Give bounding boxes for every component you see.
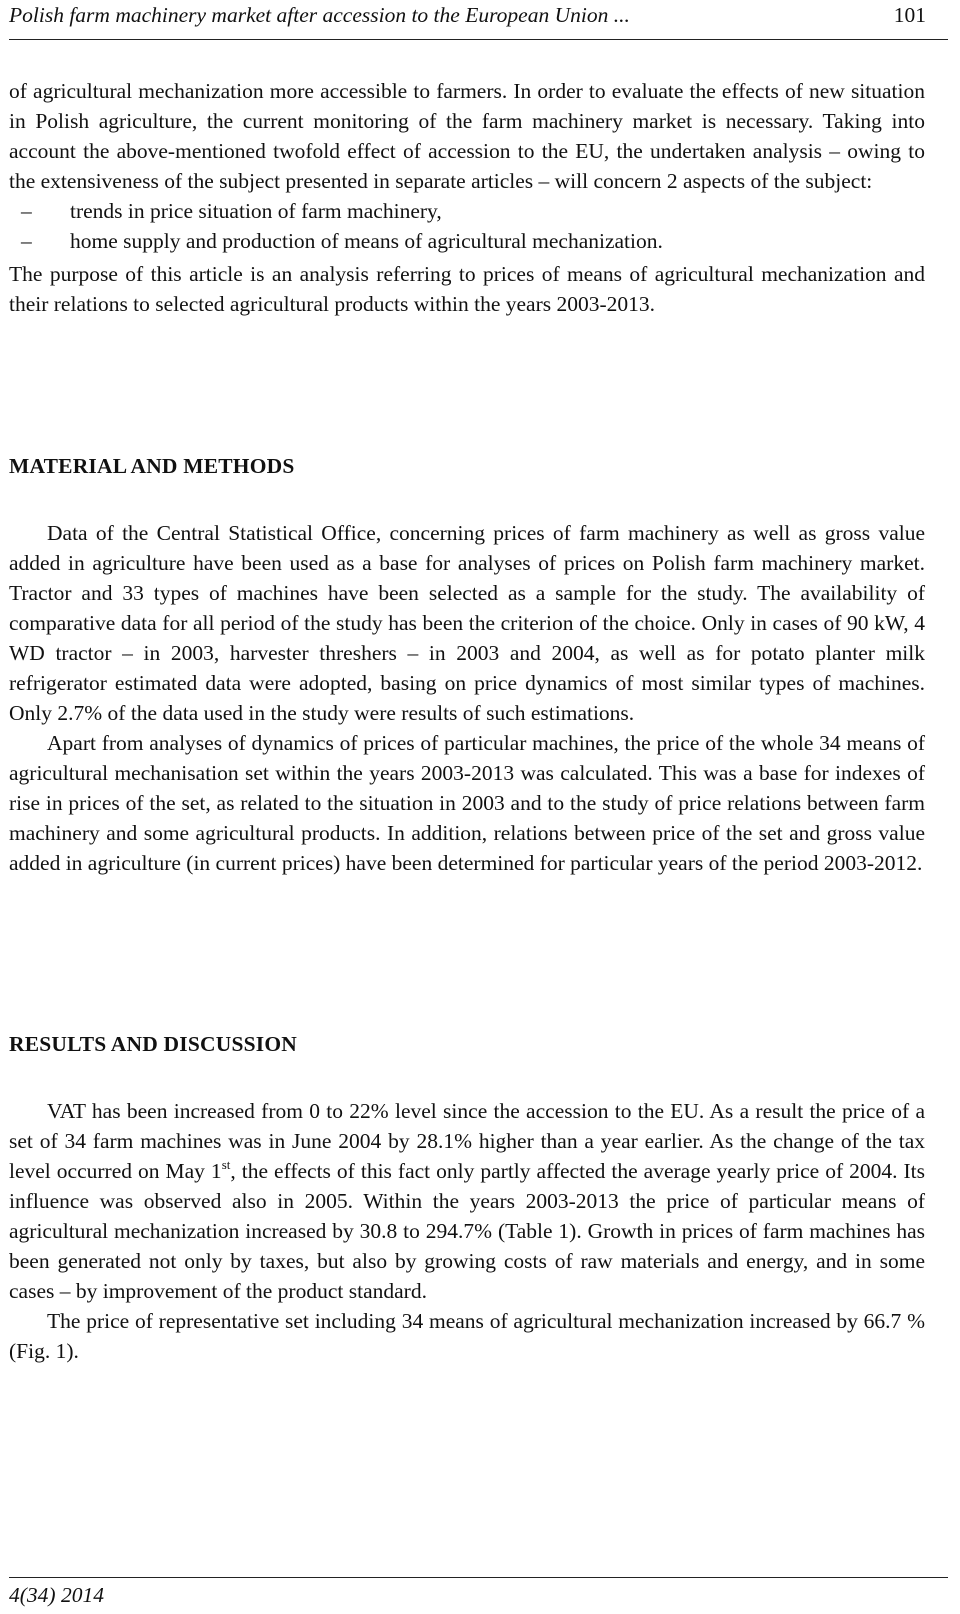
methods-paragraph: Apart from analyses of dynamics of prices of particular machines, the price of the whole 34 means of agricultural mechanisation set within the years 2003-2013 was calculated. This was a base for indexes of rise in prices of the set, as related to the situation in 2003 and to the study of price relations between farm machinery and some agricultural products. In addition, relations between price of the set and gross value added in agriculture (in current prices) have been determined for particular years of the period 2003-2012. <box>9 731 925 875</box>
running-title: Polish farm machinery market after accession to the European Union ... <box>9 3 630 27</box>
section-heading-results-discussion: RESULTS AND DISCUSSION <box>9 1032 297 1056</box>
list-item <box>9 226 925 256</box>
material-methods-section <box>9 518 925 878</box>
dash-bullet: – <box>21 199 32 223</box>
intro-paragraph: of agricultural mechanization more accessible to farmers. In order to evaluate the effects of new situation in Polish agriculture, the current monitoring of the farm machinery market is necessary. Taking into account the above-mentioned twofold effect of accession to the EU, the undertaken analysis – owing to the extensiveness of the subject presented in separate articles – will concern 2 aspects of the subject: <box>9 79 925 193</box>
results-paragraph <box>9 1096 925 1306</box>
section-heading-material-methods: MATERIAL AND METHODS <box>9 454 295 478</box>
results-discussion-section <box>9 1096 925 1366</box>
list-item-text: trends in price situation of farm machinery, <box>70 199 442 223</box>
footer-rule <box>9 1577 948 1578</box>
intro-section <box>9 76 925 319</box>
running-header <box>9 0 926 32</box>
purpose-paragraph: The purpose of this article is an analysis referring to prices of means of agricultural mechanization and their relations to selected agricultural products within the years 2003-2013. <box>9 262 925 316</box>
methods-paragraph: Data of the Central Statistical Office, concerning prices of farm machinery as well as gross value added in agriculture have been used as a base for analyses of prices on Polish farm machinery market. Tractor and 33 types of machines have been selected as a sample for the study. The availability of comparative data for all period of the study has been the criterion of the choice. Only in cases of 90 kW, 4 WD tractor – in 2003, harvester threshers – in 2003 and 2004, as well as for potato planter milk refrigerator estimated data were adopted, basing on price dynamics of most similar types of machines. Only 2.7% of the data used in the study were results of such estimations. <box>9 521 925 725</box>
aspects-list <box>9 196 925 256</box>
results-text-part: , the effects of this fact only partly affected the average yearly price of 2004. Its influence was observed also in 2005. Within the years 2003-2013 the price of particular means of agricultural mechanization increased by 30.8 to 294.7% (Table 1). Growth in prices of farm machines has been generated not only by taxes, but also by growing costs of raw materials and energy, and in some cases – by improvement of the product standard. <box>9 1159 926 1303</box>
header-rule <box>9 39 948 40</box>
results-paragraph: The price of representative set including 34 means of agricultural mechanization increased by 66.7 % (Fig. 1). <box>9 1309 925 1363</box>
ordinal-superscript: st <box>221 1157 231 1172</box>
list-item-text: home supply and production of means of agricultural mechanization. <box>70 229 663 253</box>
issue-footer: 4(34) 2014 <box>9 1583 104 1607</box>
dash-bullet: – <box>21 229 32 253</box>
list-item <box>9 196 925 226</box>
results-text-part: VAT has been increased from 0 to 22% level since the accession to the EU. As a result the price of a set of 34 farm machines was in June 2004 by 28.1% higher than a year earlier. As the change of the tax level occurred on May 1 <box>9 1099 925 1183</box>
page-number: 101 <box>893 3 926 27</box>
